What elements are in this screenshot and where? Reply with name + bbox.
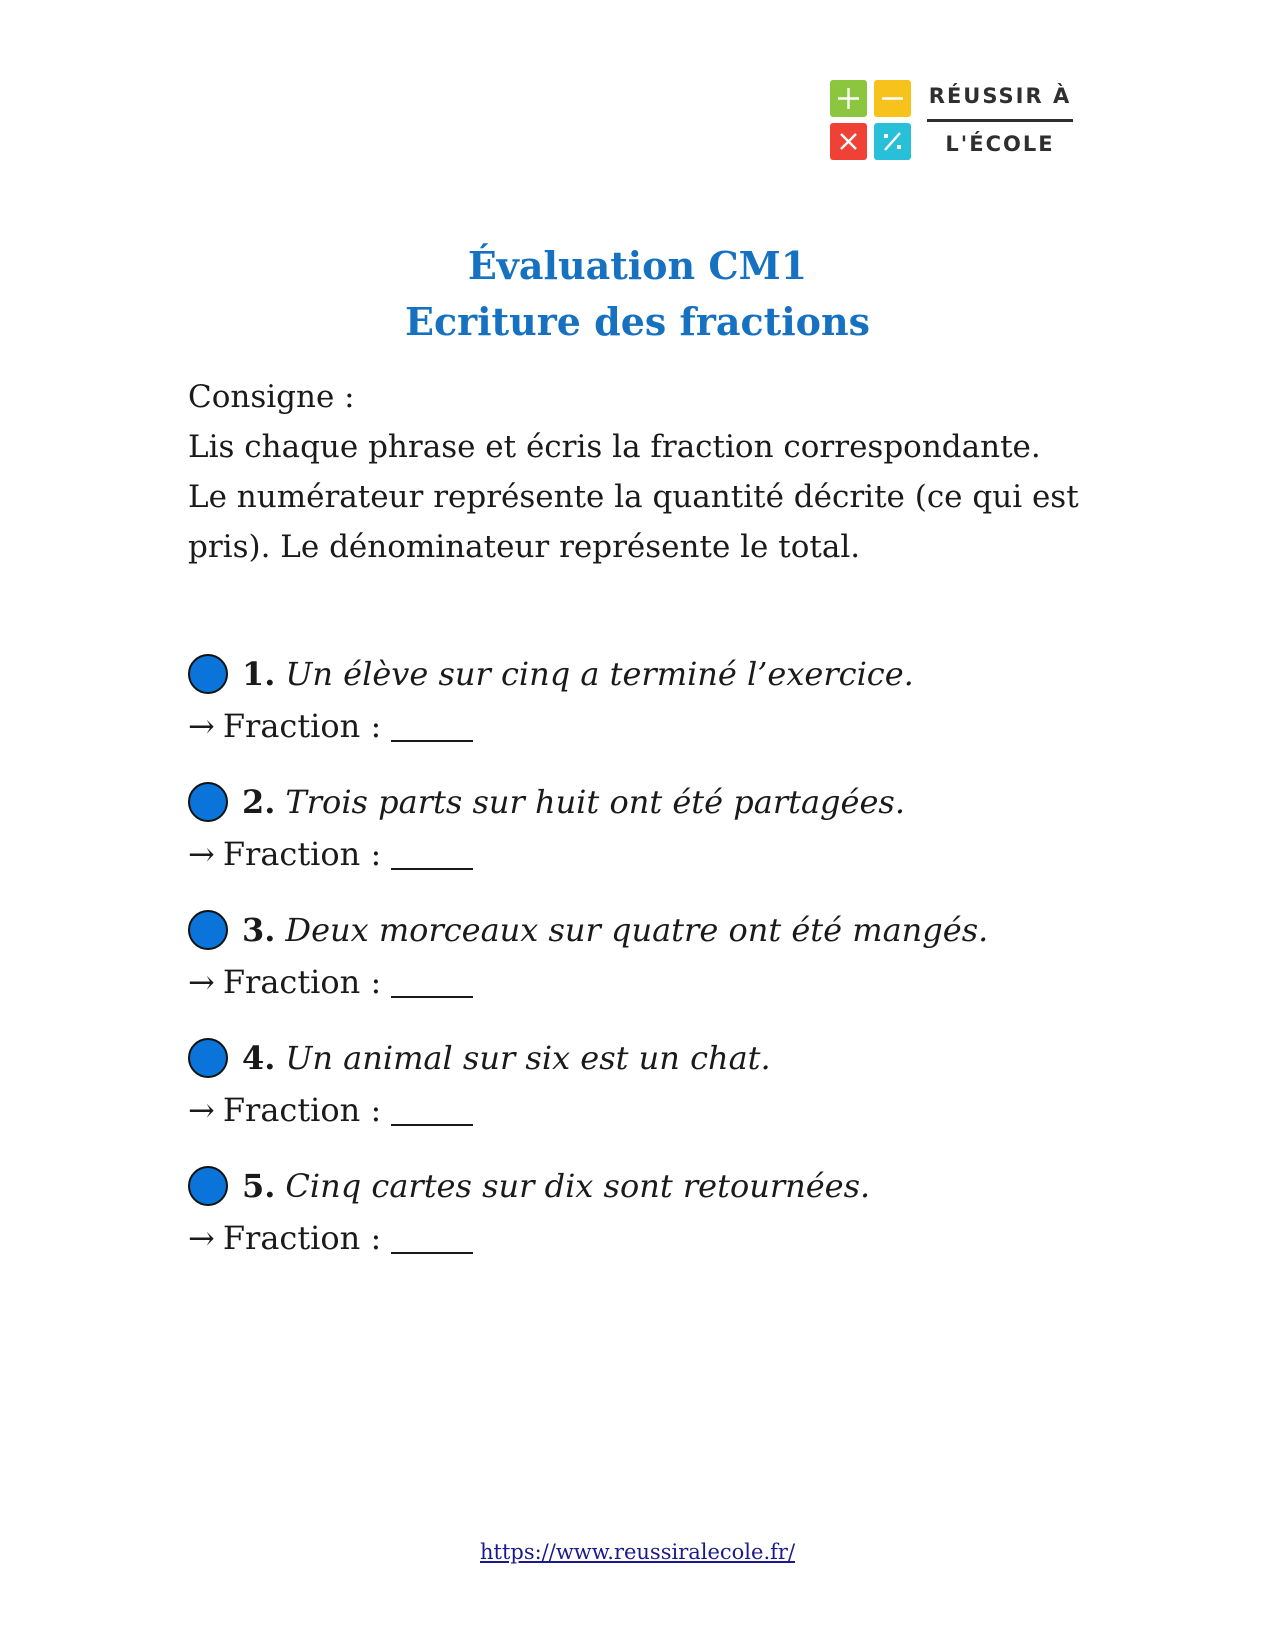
instructions xyxy=(188,372,1098,572)
bullet-icon xyxy=(188,654,228,694)
question-item xyxy=(188,1160,1108,1288)
question-list xyxy=(188,648,1108,1288)
bullet-icon xyxy=(188,782,228,822)
question-item xyxy=(188,776,1108,904)
answer-label: Fraction : xyxy=(222,835,382,873)
answer-label: Fraction : xyxy=(222,1219,382,1257)
logo-divider xyxy=(927,119,1073,122)
arrow-icon: → xyxy=(188,963,215,1001)
arrow-icon: → xyxy=(188,835,215,873)
question-text: Deux morceaux sur quatre ont été mangés. xyxy=(285,911,989,949)
arrow-icon: → xyxy=(188,1091,215,1129)
question-number: 5. xyxy=(242,1167,276,1205)
arrow-icon: → xyxy=(188,707,215,745)
arrow-icon: → xyxy=(188,1219,215,1257)
logo-word-bottom: L'ÉCOLE xyxy=(945,132,1055,156)
website-link[interactable]: https://www.reussiralecole.fr/ xyxy=(479,1540,796,1564)
instructions-line-1: Lis chaque phrase et écris la fraction correspondante. xyxy=(188,429,1041,465)
minus-icon xyxy=(874,80,911,117)
question-number: 4. xyxy=(242,1039,276,1077)
percent-icon xyxy=(874,123,911,160)
instructions-heading: Consigne : xyxy=(188,379,355,415)
question-number: 2. xyxy=(242,783,276,821)
question-text: Cinq cartes sur dix sont retournées. xyxy=(285,1167,871,1205)
plus-icon xyxy=(830,80,867,117)
answer-blank[interactable] xyxy=(391,1222,473,1254)
answer-blank[interactable] xyxy=(391,710,473,742)
question-text: Un élève sur cinq a terminé l’exercice. xyxy=(285,655,914,693)
question-text: Trois parts sur huit ont été partagées. xyxy=(285,783,905,821)
question-number: 1. xyxy=(242,655,276,693)
bullet-icon xyxy=(188,1038,228,1078)
bullet-icon xyxy=(188,910,228,950)
answer-label: Fraction : xyxy=(222,1091,382,1129)
question-item xyxy=(188,1032,1108,1160)
answer-blank[interactable] xyxy=(391,1094,473,1126)
answer-label: Fraction : xyxy=(222,707,382,745)
logo xyxy=(830,80,1080,160)
title-line-2: Ecriture des fractions xyxy=(404,299,871,344)
question-item xyxy=(188,648,1108,776)
answer-blank[interactable] xyxy=(391,838,473,870)
title-line-1: Évaluation CM1 xyxy=(467,243,808,288)
question-number: 3. xyxy=(242,911,276,949)
answer-blank[interactable] xyxy=(391,966,473,998)
question-text: Un animal sur six est un chat. xyxy=(285,1039,771,1077)
bullet-icon xyxy=(188,1166,228,1206)
instructions-line-2: Le numérateur représente la quantité décrite (ce qui est pris). Le dénominateur représente le total. xyxy=(188,479,1079,565)
page-title xyxy=(0,238,1275,350)
question-item xyxy=(188,904,1108,1032)
answer-label: Fraction : xyxy=(222,963,382,1001)
times-icon xyxy=(830,123,867,160)
logo-word-top: RÉUSSIR À xyxy=(928,84,1072,108)
logo-grid xyxy=(830,80,912,160)
footer xyxy=(0,1540,1275,1564)
